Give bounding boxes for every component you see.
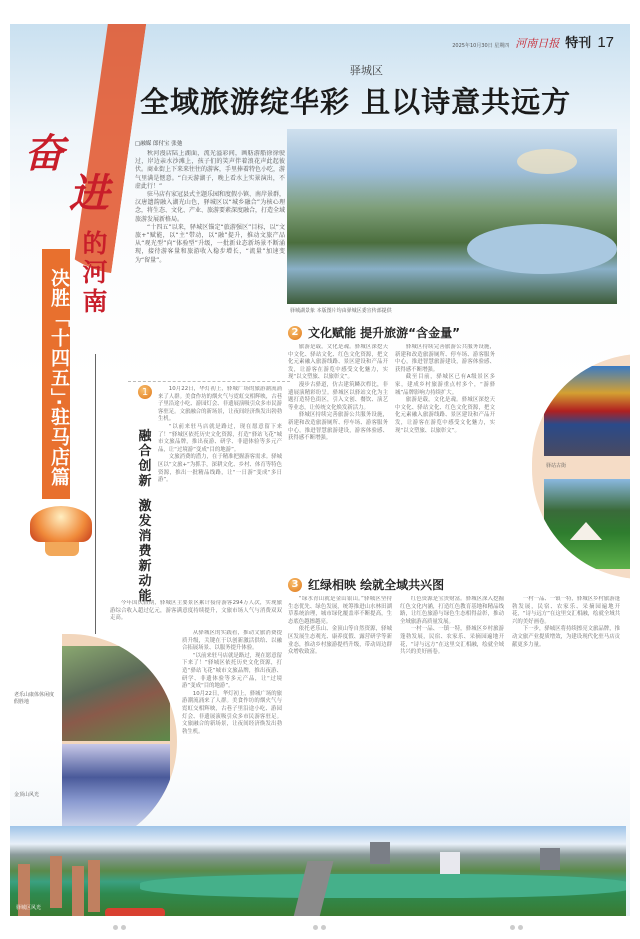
headline: 全域旅游绽华彩 且以诗意共远方	[140, 85, 572, 119]
photo-sky	[517, 149, 577, 174]
newspaper-page	[10, 24, 630, 916]
paragraph: 今年国庆假期，驿城区主要景区累计接待游客294万人次，实现旅游综合收入超过亿元，游客满意度持续提升，文旅市场人气与消费双双走高。	[110, 600, 282, 622]
paragraph: 秋河漫店陆上湖面，流光溢彩间，画舫游船徐徐驶过，岸边亲水沙滩上，孩子们的笑声伴着浪花声此起彼伏。商业街上下来来往往的游客，手里捧着特色小吃，游气里满是惬意。“白天游湖子，晚上看水上实景演出，不虚此行！”	[135, 150, 285, 190]
paragraph: 驿城区持续完善旅游公共服务设施，新建和改造旅游厕所、停车场、游客服务中心，推进智慧旅游建设，游客体验感、获得感不断增强。	[288, 412, 388, 442]
paragraph: 红色资源是宝贵财富。驿城区深入挖掘红色文化内涵，打造红色教育基地和精品线路，让红色旅游与绿色生态相得益彰，推动全域旅游高质量发展。	[400, 596, 504, 625]
divider	[95, 354, 96, 634]
section-2-photo-frame	[532, 354, 630, 579]
series-subtitle: 的河南	[82, 229, 108, 316]
section-1-text-upper	[158, 386, 282, 598]
decorative-flower-base	[45, 542, 79, 556]
main-photo	[287, 129, 617, 304]
section-3-col-2	[400, 596, 504, 821]
paragraph: 驿城区持续完善旅游公共服务设施，新建和改造旅游厕所、停车场、游客服务中心，推进智慧旅游建设，游客体验感、获得感不断增强。	[395, 344, 495, 373]
series-char: 奋	[24, 130, 64, 177]
paragraph: 截至目前，驿城区已有A级景区多家，建成乡村旅游重点村多个，“游驿城”品牌影响力持续扩大。	[395, 374, 495, 396]
paragraph: 下一步，驿城区将持续擦亮文旅品牌，推动文旅产业提质增效，为建设现代化驻马店贡献更多力量。	[512, 626, 620, 648]
photo-caption: 驿站古街	[546, 463, 567, 469]
resort-photo	[62, 646, 170, 741]
section-1-text-middle	[110, 600, 282, 628]
paragraph: 一村一品、一镇一特，驿城区乡村旅游蓬勃发展，民宿、农家乐、采摘园遍地开花，“诗与远方”在这里交汇相融，绘就全域共兴的美好画卷。	[400, 626, 504, 656]
paragraph: 10月22日，华灯初上，驿城广场的旅游潮流涌来了人群。美食作坊的烟火气与霓虹交相辉映，古巷子里沿途小吃、游园灯会、非遗展演吸引众多市民游客驻足。文旅融合的新场景，让夜间经济焕发出勃勃生机。	[182, 690, 282, 735]
series-banner: 决胜「十四五」·驻马店篇	[42, 249, 70, 499]
paragraph: 文旅消费的潜力，在于精准把握游客需求。驿城区以“文旅+”为抓手，深耕文化、乡村、体育等特色资源，推出一批精品线路，让“一日游”变成“多日游”。	[158, 454, 282, 484]
section-1-number-badge: 1	[138, 385, 152, 399]
mountain-photo	[62, 744, 170, 839]
section-title: 文化赋能 提升旅游“含金量”	[308, 326, 460, 340]
section-3-heading	[288, 576, 444, 593]
page-header	[452, 32, 614, 51]
paragraph: 驻马店有家冠县式主题乐园和度假小镇、南岸景群，汉唐遗韵融入湖光山色，驿城区以“城乡融合”为核心理念，将生态、文化、产业、旅游要素深度融合，打造全域旅游发展新格局。	[135, 191, 285, 223]
paragraph: 10月22日，华灯初上，驿城广场的旅游潮流涌来了人群。美食作坊的烟火气与霓虹交相辉映，古巷子里沿途小吃、游园灯会、非遗展演吸引众多市民游客驻足。文旅融合的新场景，让夜间经济焕发出勃勃生机。	[158, 386, 282, 423]
section-1-text-lower	[182, 630, 282, 820]
photo-caption: 老乐山康体休闲度假胜地	[14, 692, 55, 705]
building	[540, 848, 560, 870]
paragraph: 旅游是载，文化是魂。驿城区深挖天中文化、驿站文化、红色文化资源，把文化元素融入旅游线路、景区建设和产品开发，让游客在游览中感受文化魅力，实现“以文塑旅、以旅彰文”。	[395, 397, 495, 434]
section-number-badge: 3	[288, 578, 302, 592]
paragraph: 漫步古驿道，仿古建筑鳞次栉比，非遗展演精彩纷呈。驿城区以驿站文化为主题打造特色街区，引入文创、餐饮、演艺等业态，让传统文化焕发新活力。	[288, 381, 388, 411]
paragraph: 从驿城区的实践看，推动文旅消费提质升级，关键在于以创新激活供给、以融合拓展场景、以服务提升体验。	[182, 630, 282, 652]
section-title-b: 激发消费新动能	[138, 499, 152, 604]
paragraph: 一村一品、一镇一特，驿城区乡村旅游蓬勃发展，民宿、农家乐、采摘园遍地开花，“诗与远方”在这里交汇相融，绘就全域共兴的美好画卷。	[512, 596, 620, 625]
building	[370, 842, 390, 864]
tower	[88, 860, 100, 912]
intro-text	[135, 150, 285, 376]
pager-dots[interactable]	[510, 925, 523, 930]
section-1-photo-frame	[62, 634, 177, 849]
section-number-badge: 2	[288, 326, 302, 340]
page-number: 17	[597, 34, 614, 51]
panorama-caption: 驿城区风光	[16, 905, 42, 911]
building	[440, 852, 460, 874]
paragraph: 依托老乐山、金顶山等自然资源，驿城区发展生态观光、康养度假、露营研学等新业态，推动乡村旅游提档升级，带动周边群众增收致富。	[288, 626, 392, 656]
paragraph: “绿水青山就是金山银山。”驿城区坚持生态优先、绿色发展，统筹推进山水林田湖草系统治理，城市绿化覆盖率不断提高，生态底色越擦越亮。	[288, 596, 392, 625]
issue-date: 2025年10月30日 星期四	[452, 43, 510, 49]
tower	[50, 856, 62, 908]
main-photo-caption: 驿城湖景象 本版图片均由驿城区委宣传部提供	[290, 308, 392, 314]
divider	[128, 381, 290, 382]
section-title-a: 融合创新	[138, 429, 152, 489]
section-3-col-1	[288, 596, 392, 821]
section-3-col-3	[512, 596, 620, 821]
series-logo	[24, 130, 124, 217]
panorama-photo	[10, 826, 626, 916]
paragraph: 旅游是载，文化是魂。驿城区深挖天中文化、驿站文化、红色文化资源，把文化元素融入旅游线路、景区建设和产品开发，让游客在游览中感受文化魅力，实现“以文塑旅、以旅彰文”。	[288, 344, 388, 381]
section-label: 特刊	[565, 36, 592, 51]
river	[140, 874, 626, 898]
section-2-col-2	[395, 344, 495, 564]
tent-shape	[570, 522, 602, 540]
paper-logo: 河南日报	[515, 37, 560, 50]
tower	[72, 866, 84, 916]
section-title: 红绿相映 绘就全域共兴图	[308, 578, 445, 592]
byline: □融媒 郎付宝 张弛	[135, 141, 183, 147]
pager-dots[interactable]	[113, 925, 126, 930]
section-1-heading	[137, 429, 153, 604]
paragraph: “十四五”以来，驿城区锚定“旅游强区”目标，以“文旅+”赋能，以“主”带动，以“融”提升，推动文旅产品从“观光型”向“体验型”升级，一批新业态新场景不断涌现，接待游客量和旅游收入稳步增长，“流量”加速变为“留量”。	[135, 223, 285, 264]
section-2-heading	[288, 324, 460, 341]
photo-caption: 金顶山风光	[14, 792, 40, 798]
gate-photo	[544, 366, 630, 456]
pager-dots[interactable]	[313, 925, 326, 930]
section-2-col-1	[288, 344, 388, 564]
decorative-flower-icon	[30, 506, 92, 542]
kicker: 驿城区	[350, 64, 383, 77]
series-char: 进	[69, 170, 109, 217]
paragraph: “以前来驻马店就是路过，现在愿意留下来了！”驿城区依托历史文化资源，打造“驿站飞花”城市文旅品牌，推出夜游、研学、非遗体验等多元产品，让“过境游”变成“目的地游”。	[182, 652, 282, 690]
paragraph: “以前来驻马店就是路过，现在愿意留下来了！”驿城区依托历史文化资源，打造“驿站飞花”城市文旅品牌，推出夜游、研学、非遗体验等多元产品，让“过境游”变成“目的地游”。	[158, 423, 282, 453]
photo-lake	[467, 224, 617, 274]
red-roof	[105, 908, 165, 916]
